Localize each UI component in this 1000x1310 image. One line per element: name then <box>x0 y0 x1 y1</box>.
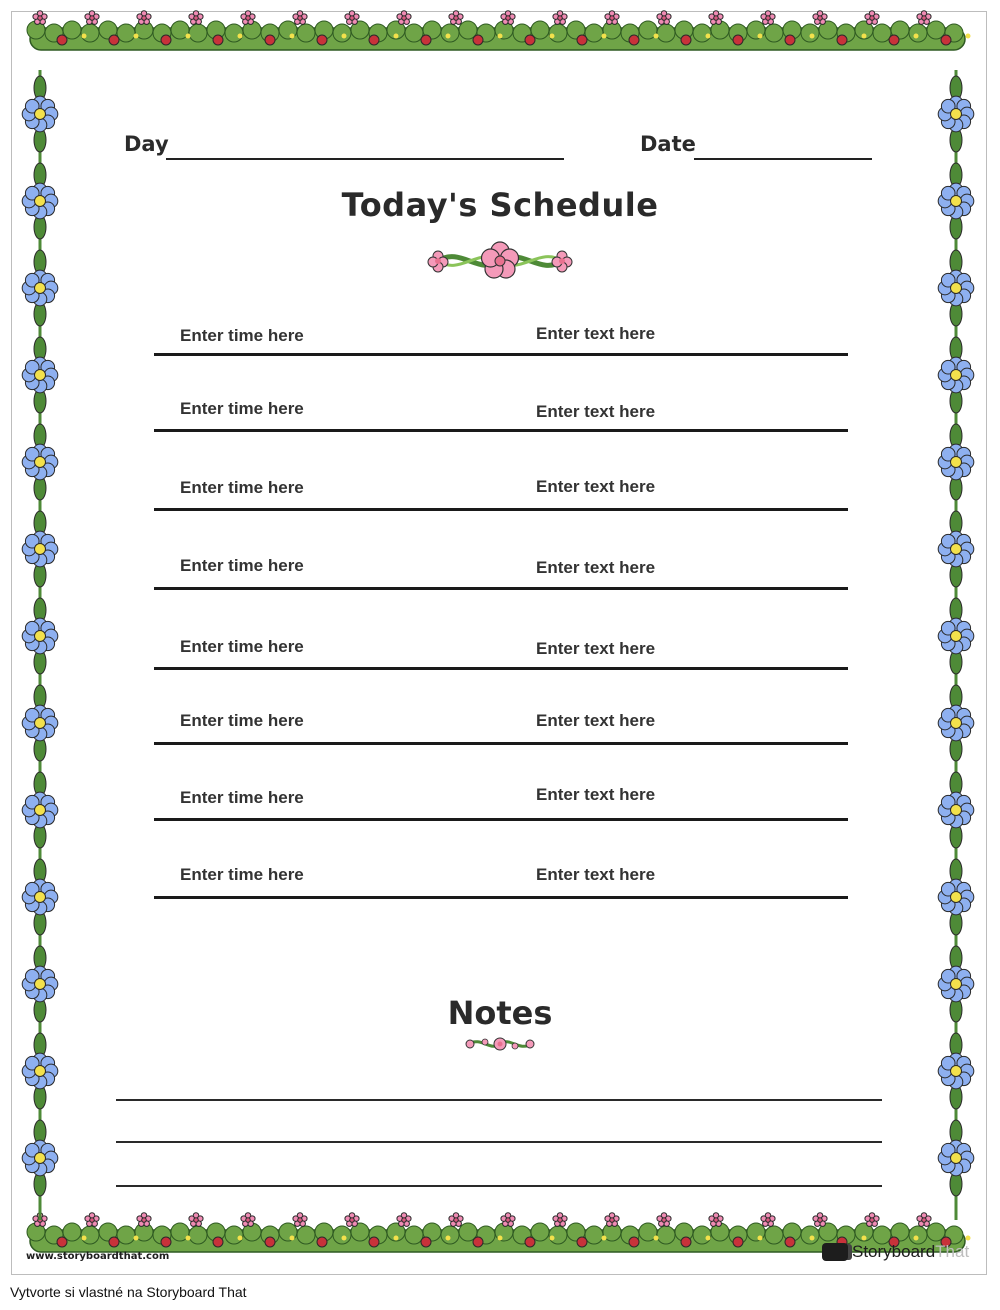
blue-flower-vine-left-icon <box>10 70 70 1220</box>
logo-brand-light: That <box>935 1242 970 1261</box>
row-underline <box>154 667 848 670</box>
small-flower-garland-icon <box>462 1034 538 1054</box>
time-input[interactable]: Enter time here <box>180 556 304 575</box>
day-underline <box>166 158 564 160</box>
date-label: Date <box>640 132 696 156</box>
storyboard-logo-icon <box>822 1243 848 1261</box>
row-underline <box>154 896 848 899</box>
blue-flower-vine-right-icon <box>926 70 986 1220</box>
notes-title: Notes <box>447 994 553 1032</box>
schedule-row <box>154 711 848 745</box>
date-field[interactable] <box>640 132 872 160</box>
schedule-row <box>154 399 848 432</box>
text-input[interactable]: Enter text here <box>536 402 656 421</box>
time-input[interactable]: Enter time here <box>180 637 304 656</box>
notes-line[interactable] <box>116 1141 882 1143</box>
day-label: Day <box>124 132 169 156</box>
schedule-row <box>154 865 848 899</box>
flower-hedge-top-icon <box>30 10 965 54</box>
schedule-row <box>154 785 848 821</box>
flower-garland-icon <box>420 238 580 284</box>
schedule-row <box>154 556 848 590</box>
date-underline <box>694 158 872 160</box>
storyboardthat-logo <box>822 1241 969 1263</box>
notes-line[interactable] <box>116 1185 882 1187</box>
text-input[interactable]: Enter text here <box>536 711 656 730</box>
time-input[interactable]: Enter time here <box>180 478 304 497</box>
schedule-row <box>154 477 848 511</box>
time-input[interactable]: Enter time here <box>180 865 304 884</box>
text-input[interactable]: Enter text here <box>536 639 656 658</box>
row-underline <box>154 742 848 745</box>
row-underline <box>154 587 848 590</box>
time-input[interactable]: Enter time here <box>180 711 304 730</box>
schedule-row <box>154 326 848 356</box>
row-underline <box>154 429 848 432</box>
schedule-row <box>154 637 848 670</box>
watermark-url: www.storyboardthat.com <box>26 1251 170 1262</box>
text-input[interactable]: Enter text here <box>536 477 656 496</box>
day-field[interactable] <box>124 132 564 160</box>
footer-caption[interactable]: Vytvorte si vlastné na Storyboard That <box>10 1284 247 1300</box>
schedule-title: Today's Schedule <box>341 186 659 224</box>
time-input[interactable]: Enter time here <box>180 399 304 418</box>
row-underline <box>154 818 848 821</box>
logo-brand-dark: Storyboard <box>852 1242 936 1261</box>
notes-line[interactable] <box>116 1099 882 1101</box>
text-input[interactable]: Enter text here <box>536 324 656 343</box>
row-underline <box>154 353 848 356</box>
time-input[interactable]: Enter time here <box>180 788 304 807</box>
text-input[interactable]: Enter text here <box>536 865 656 884</box>
row-underline <box>154 508 848 511</box>
text-input[interactable]: Enter text here <box>536 785 656 804</box>
text-input[interactable]: Enter text here <box>536 558 656 577</box>
time-input[interactable]: Enter time here <box>180 326 304 345</box>
